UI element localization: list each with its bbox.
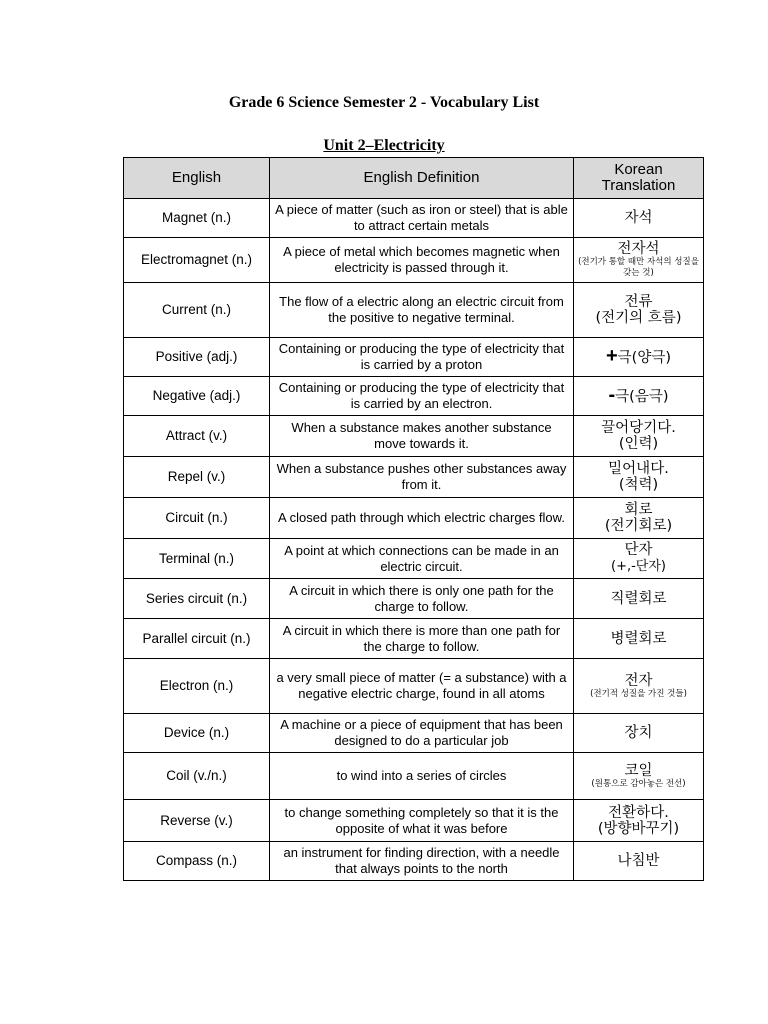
- korean-cell: [574, 539, 704, 579]
- korean-text: 회로: [624, 502, 653, 518]
- korean-cell: [574, 283, 704, 338]
- term-cell: Compass (n.): [124, 842, 270, 881]
- table-row: [124, 377, 704, 416]
- definition-cell: A piece of metal which becomes magnetic when electricity is passed through it.: [270, 238, 574, 283]
- korean-text: 자석: [624, 210, 653, 226]
- korean-cell: [574, 377, 704, 416]
- korean-text: 코일: [624, 762, 653, 779]
- korean-note: (전기가 통할 때만 자석의 성질을 갖는 것): [578, 257, 699, 278]
- korean-text: 직렬회로: [610, 590, 667, 607]
- table-row: [124, 498, 704, 539]
- table-row: [124, 579, 704, 619]
- table-row: [124, 416, 704, 457]
- korean-text: 끌어당기다.: [601, 420, 676, 436]
- term-cell: Coil (v./n.): [124, 753, 270, 800]
- definition-cell: an instrument for finding direction, with a needle that always points to the north: [270, 842, 574, 881]
- term-cell: Attract (v.): [124, 416, 270, 457]
- korean-cell: [574, 338, 704, 377]
- korean-text: 전자: [624, 672, 653, 689]
- definition-cell: When a substance makes another substance move towards it.: [270, 416, 574, 457]
- term-cell: Terminal (n.): [124, 539, 270, 579]
- table-row: [124, 800, 704, 842]
- korean-text: 밀어내다.: [608, 461, 669, 477]
- term-cell: Magnet (n.): [124, 199, 270, 238]
- table-row: [124, 659, 704, 714]
- korean-text: 단자: [624, 542, 653, 558]
- table-row: [124, 619, 704, 659]
- korean-cell: [574, 800, 704, 842]
- definition-cell: A piece of matter (such as iron or steel) that is able to attract certain metals: [270, 199, 574, 238]
- term-cell: Device (n.): [124, 714, 270, 753]
- korean-cell: [574, 199, 704, 238]
- table-row: [124, 199, 704, 238]
- korean-text: 극(음극): [615, 389, 669, 405]
- table-row: [124, 714, 704, 753]
- definition-cell: A closed path through which electric charges flow.: [270, 498, 574, 539]
- definition-cell: to wind into a series of circles: [270, 753, 574, 800]
- definition-cell: A point at which connections can be made in an electric circuit.: [270, 539, 574, 579]
- term-cell: Reverse (v.): [124, 800, 270, 842]
- korean-cell: [574, 842, 704, 881]
- table-header-row: [124, 158, 704, 199]
- korean-text: 장치: [624, 725, 653, 741]
- korean-cell: [574, 416, 704, 457]
- definition-cell: to change something completely so that it is the opposite of what it was before: [270, 800, 574, 842]
- korean-text: 극(양극): [617, 350, 672, 366]
- term-cell: Electromagnet (n.): [124, 238, 270, 283]
- korean-note: (방향바꾸기): [597, 820, 680, 837]
- korean-note: (전기회로): [604, 518, 673, 534]
- korean-cell: [574, 753, 704, 800]
- table-row: [124, 539, 704, 579]
- term-cell: Current (n.): [124, 283, 270, 338]
- term-cell: Repel (v.): [124, 457, 270, 498]
- definition-cell: A machine or a piece of equipment that has been designed to do a particular job: [270, 714, 574, 753]
- korean-text: 전자석: [617, 241, 660, 257]
- unit-title: Unit 2–Electricity: [323, 137, 445, 154]
- korean-text: 병렬회로: [610, 630, 667, 647]
- korean-cell: [574, 498, 704, 539]
- header-definition: English Definition: [270, 158, 574, 199]
- header-english: English: [124, 158, 270, 199]
- table-row: [124, 842, 704, 881]
- korean-cell: [574, 619, 704, 659]
- korean-cell: [574, 457, 704, 498]
- term-cell: Series circuit (n.): [124, 579, 270, 619]
- definition-cell: When a substance pushes other substances away from it.: [270, 457, 574, 498]
- korean-note: (전기적 성질을 가진 것들): [590, 688, 687, 699]
- term-cell: Positive (adj.): [124, 338, 270, 377]
- term-cell: Electron (n.): [124, 659, 270, 714]
- korean-cell: [574, 238, 704, 283]
- korean-note: (+,-단자): [611, 559, 666, 574]
- table-row: [124, 283, 704, 338]
- minus-sign: -: [608, 384, 616, 406]
- korean-text: 전류: [624, 294, 653, 310]
- document-title: Grade 6 Science Semester 2 - Vocabulary List: [228, 94, 540, 111]
- term-cell: Parallel circuit (n.): [124, 619, 270, 659]
- table-row: [124, 338, 704, 377]
- vocabulary-table: [123, 157, 704, 881]
- korean-note: (인력): [618, 436, 659, 452]
- definition-cell: A circuit in which there is more than one path for the charge to follow.: [270, 619, 574, 659]
- definition-cell: Containing or producing the type of electricity that is carried by a proton: [270, 338, 574, 377]
- plus-sign: +: [605, 345, 618, 367]
- korean-note: (전기의 흐름): [595, 310, 682, 326]
- definition-cell: The flow of a electric along an electric circuit from the positive to negative terminal.: [270, 283, 574, 338]
- table-row: [124, 753, 704, 800]
- korean-cell: [574, 659, 704, 714]
- table-row: [124, 457, 704, 498]
- header-korean: Korean Translation: [574, 158, 704, 199]
- table-row: [124, 238, 704, 283]
- korean-note: (척력): [618, 477, 659, 493]
- term-cell: Negative (adj.): [124, 377, 270, 416]
- korean-note: (원통으로 감아놓은 전선): [591, 778, 686, 789]
- definition-cell: A circuit in which there is only one path for the charge to follow.: [270, 579, 574, 619]
- korean-cell: [574, 579, 704, 619]
- korean-text: 전환하다.: [608, 804, 669, 821]
- definition-cell: a very small piece of matter (= a substance) with a negative electric charge, found in all atoms: [270, 659, 574, 714]
- definition-cell: Containing or producing the type of electricity that is carried by an electron.: [270, 377, 574, 416]
- korean-text: 나침반: [617, 853, 660, 869]
- korean-cell: [574, 714, 704, 753]
- term-cell: Circuit (n.): [124, 498, 270, 539]
